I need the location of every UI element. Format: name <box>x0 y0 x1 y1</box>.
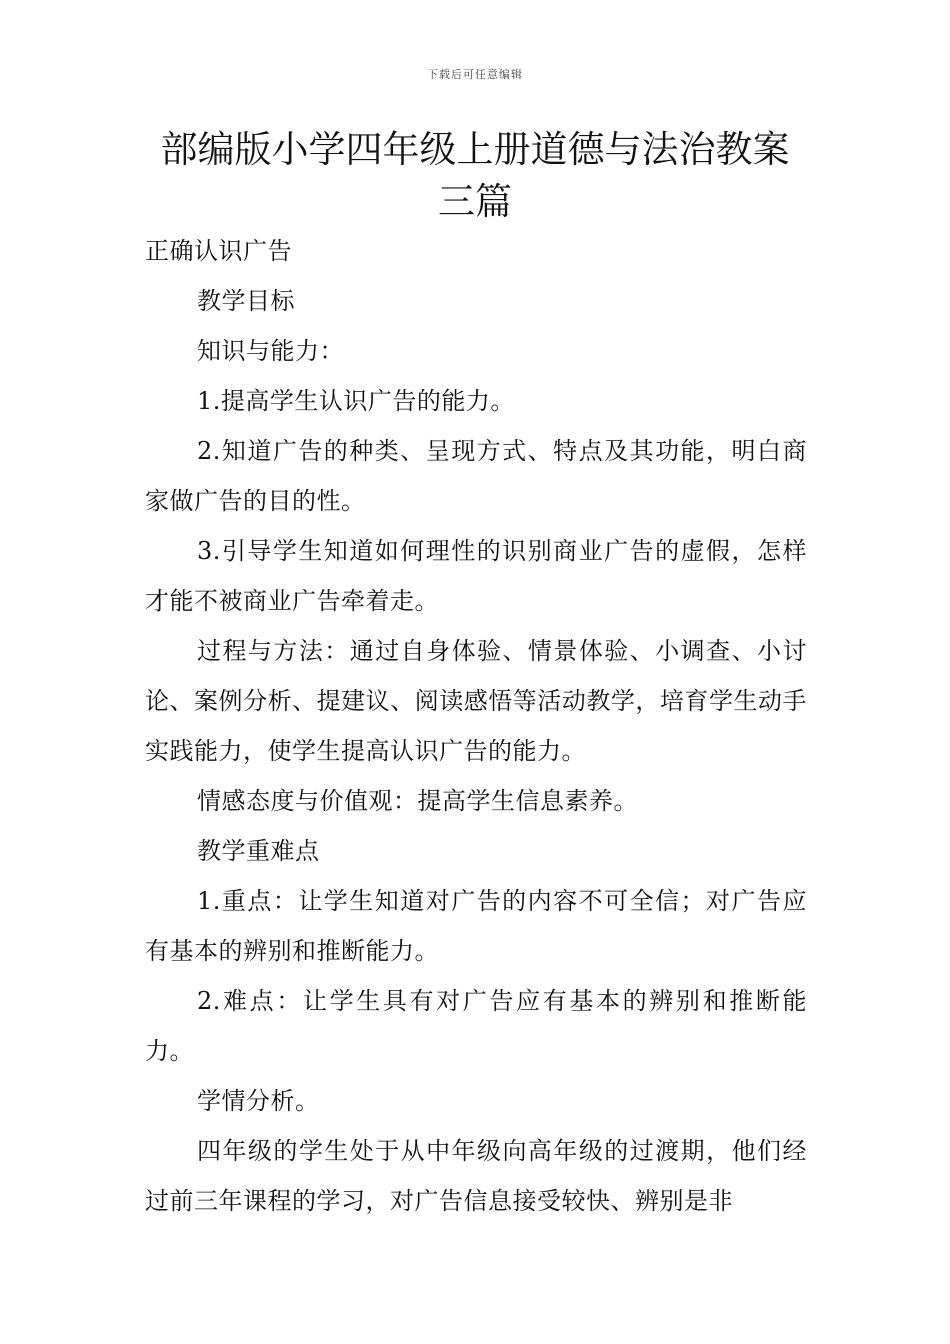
paragraph: 教学重难点 <box>197 837 320 865</box>
paragraph: 情感态度与价值观：提高学生信息素养。 <box>197 787 638 815</box>
document-body <box>145 226 807 1226</box>
paragraph: 教学目标 <box>197 287 295 315</box>
paragraph: 2.难点：让学生具有对广告应有基本的辨别和推断能力。 <box>145 987 807 1065</box>
header-note: 下载后可任意编辑 <box>427 68 523 81</box>
paragraph: 2.知道广告的种类、呈现方式、特点及其功能，明白商家做广告的目的性。 <box>145 437 807 515</box>
paragraph: 学情分析。 <box>197 1087 320 1115</box>
paragraph: 1.提高学生认识广告的能力。 <box>197 387 515 415</box>
document-title: 部编版小学四年级上册道德与法治教案三篇 <box>160 128 790 223</box>
paragraph: 四年级的学生处于从中年级向高年级的过渡期，他们经过前三年课程的学习，对广告信息接受较快、辨别是非 <box>145 1137 807 1215</box>
paragraph: 过程与方法：通过自身体验、情景体验、小调查、小讨论、案例分析、提建议、阅读感悟等活动教学，培育学生动手实践能力，使学生提高认识广告的能力。 <box>145 637 807 765</box>
paragraph: 知识与能力： <box>197 337 344 365</box>
paragraph: 3.引导学生知道如何理性的识别商业广告的虚假，怎样才能不被商业广告牵着走。 <box>145 537 807 615</box>
section-heading: 正确认识广告 <box>145 237 292 265</box>
paragraph: 1.重点：让学生知道对广告的内容不可全信；对广告应有基本的辨别和推断能力。 <box>145 887 807 965</box>
